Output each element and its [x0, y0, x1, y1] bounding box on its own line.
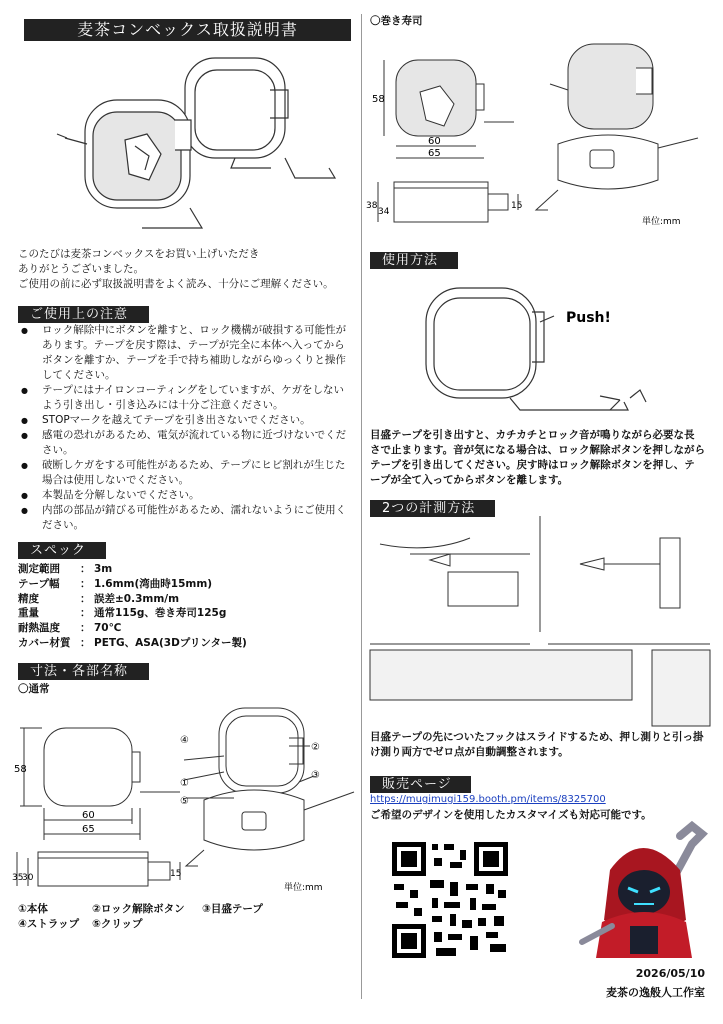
spec-value: 70℃: [94, 622, 122, 635]
spec-row: 重量 ： 通常115g、巻き寿司125g: [18, 607, 227, 620]
caution-item: ● テープにはナイロンコーティングをしていますが、ケガをしないよう引き出し・引き込みには十分ご注意ください。: [18, 383, 350, 413]
parts-legend: [18, 902, 348, 932]
author: 麦茶の逸般人工作室: [606, 986, 705, 999]
dim-label: 65: [82, 824, 95, 835]
dim-label: 58: [372, 94, 385, 105]
spec-key: 重量: [18, 607, 39, 620]
section-header-caution: ご使用上の注意: [18, 306, 149, 323]
spec-key: 耐熱温度: [18, 622, 60, 635]
spec-key: 精度: [18, 592, 39, 605]
intro-line: ご使用の前に必ず取扱説明書をよく読み、十分にご理解ください。: [18, 278, 334, 290]
spec-key: 測定範囲: [18, 563, 60, 575]
caution-item: ● 内部の部品が錆びる可能性があるため、濡れないようにご使用ください。: [18, 503, 350, 533]
spec-row: 測定範囲 ： 3m: [18, 563, 113, 575]
intro-line: このたびは麦茶コンベックスをお買い上げいただき: [18, 248, 260, 260]
part-marker-2: ②: [311, 742, 320, 753]
mascot-illustration: [572, 822, 712, 962]
intro-line: ありがとうございました。: [18, 263, 144, 275]
shop-note: ご希望のデザインを使用したカスタマイズも対応可能です。: [370, 809, 652, 821]
hero-product-illustration: [55, 50, 340, 225]
section-header-usage: 使用方法: [370, 252, 458, 269]
page-title: 麦茶コンベックス取扱説明書: [24, 19, 351, 41]
caution-item: ● ロック解除中にボタンを離すと、ロック機構が破損する可能性があります。テープを戻す際は、テープが完全に本体へ入ってからボタンを離すか、テープを手で持ち補助しながらゆっくりと操作してください。: [18, 323, 350, 383]
variant-sushi-label: 〇巻き寿司: [370, 15, 423, 27]
part-name: ②ロック解除ボタン: [92, 903, 185, 915]
spec-value: 3m: [94, 563, 113, 575]
shop-url[interactable]: https://mugimugi159.booth.pm/items/8325700: [370, 794, 606, 805]
caution-item: ● 破断しケガをする可能性があるため、テープにヒビ割れが生じた場合は使用しないでください。: [18, 458, 350, 488]
part-marker-4: ④: [180, 735, 189, 746]
column-divider: [361, 14, 362, 999]
shop-link[interactable]: [370, 794, 606, 805]
dim-label: 30: [22, 873, 34, 883]
variant-normal-label: 〇通常: [18, 683, 50, 695]
dim-label: 15: [170, 869, 182, 879]
spec-value: 通常115g、巻き寿司125g: [94, 607, 227, 620]
part-name: ⑤クリップ: [92, 918, 143, 930]
caution-item: ● 感電の恐れがあるため、電気が流れている物に近づけないでください。: [18, 428, 350, 458]
section-header-spec: スペック: [18, 542, 106, 559]
spec-table: [18, 562, 348, 651]
dim-label: 60: [82, 810, 95, 821]
spec-value: PETG、ASA(3Dプリンター製): [94, 636, 247, 649]
dim-label: 60: [428, 136, 441, 147]
dim-label: 34: [378, 207, 390, 217]
measure-text: 目盛テープの先についたフックはスライドするため、押し測りと引っ掛け測り両方でゼロ点が自動調整されます。: [370, 731, 704, 758]
date: 2026/05/10: [635, 967, 705, 980]
push-label: Push!: [566, 310, 611, 326]
dim-label: 38: [366, 201, 378, 211]
part-marker-1: ①: [180, 778, 189, 789]
spec-key: テープ幅: [18, 577, 60, 590]
dim-label: 35: [12, 873, 24, 883]
section-header-measure: 2つの計測方法: [370, 500, 495, 517]
spec-row: 精度 ： 誤差±0.3mm/m: [18, 592, 180, 605]
unit-label: 単位:mm: [642, 217, 681, 227]
dim-label: 65: [428, 148, 441, 159]
caution-item: ● STOPマークを越えてテープを引き出さないでください。: [18, 413, 350, 428]
dimension-drawing-normal: [14, 700, 354, 910]
spec-row: テープ幅 ： 1.6mm(湾曲時15mm): [18, 577, 213, 590]
dim-label: 15: [511, 201, 523, 211]
spec-value: 1.6mm(湾曲時15mm): [94, 577, 213, 590]
spec-key: カバー材質: [18, 636, 71, 649]
dimension-drawing-sushi: [368, 34, 713, 234]
dim-label: 58: [14, 764, 27, 775]
part-name: ③目盛テープ: [202, 903, 263, 915]
part-marker-3: ③: [311, 770, 320, 781]
part-name: ①本体: [18, 903, 48, 915]
measure-illustration: [370, 516, 710, 726]
intro-text: [18, 247, 348, 292]
spec-value: 誤差±0.3mm/m: [94, 592, 180, 605]
spec-row: 耐熱温度 ： 70℃: [18, 622, 122, 635]
caution-item: ● 本製品を分解しないでください。: [18, 488, 350, 503]
section-header-dims: 寸法・各部名称: [18, 663, 149, 680]
caution-list: [18, 323, 350, 533]
spec-row: カバー材質 ： PETG、ASA(3Dプリンター製): [18, 636, 247, 649]
usage-illustration: [420, 282, 650, 422]
section-header-shop: 販売ページ: [370, 776, 471, 793]
part-marker-5: ⑤: [180, 796, 189, 807]
qr-code[interactable]: [390, 840, 510, 960]
unit-label: 単位:mm: [284, 883, 323, 893]
usage-text: 目盛テープを引き出すと、カチカチとロック音が鳴りながら必要な長さで止まります。音が気になる場合は、ロック解除ボタンを押しながらテープを引き出してください。戻す時はロック解除ボタンを押し、テープが全て入ってからボタンを離します。: [370, 429, 705, 486]
part-name: ④ストラップ: [18, 918, 80, 930]
